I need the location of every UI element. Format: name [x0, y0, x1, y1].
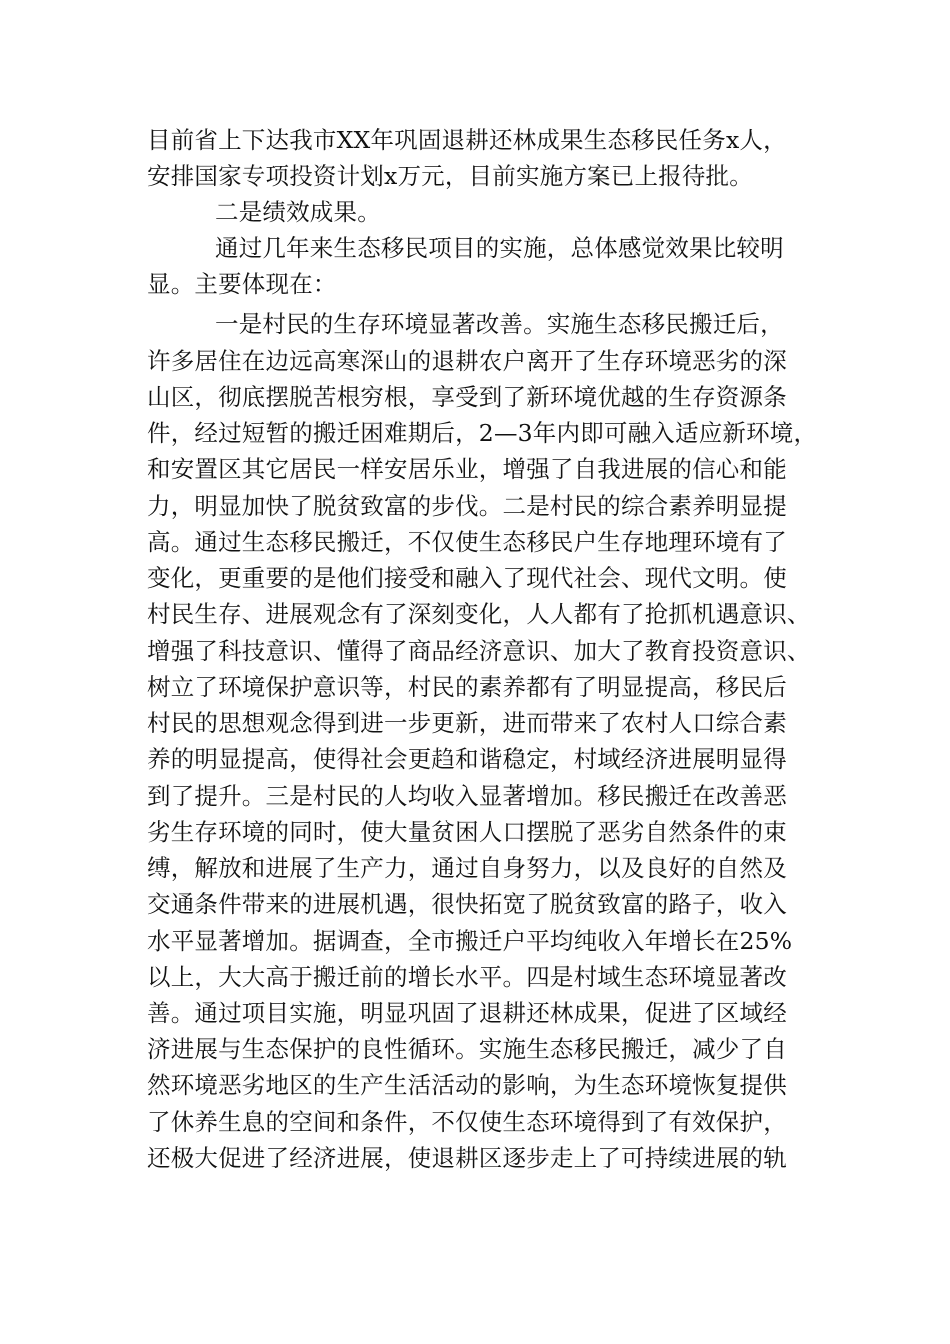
text-line: 件，经过短暂的搬迁困难期后，2—3年内即可融入适应新环境， [147, 419, 818, 447]
text-line: 到了提升。三是村民的人均收入显著增加。移民搬迁在改善恶 [147, 782, 787, 810]
text-line: 安排国家专项投资计划x万元，目前实施方案已上报待批。 [147, 162, 753, 190]
text-line: 缚，解放和进展了生产力，通过自身努力，以及良好的自然及 [147, 854, 787, 882]
text-line: 增强了科技意识、懂得了商品经济意识、加大了教育投资意识、 [147, 637, 811, 665]
text-line: 以上，大大高于搬迁前的增长水平。四是村域生态环境显著改 [147, 963, 787, 991]
text-line: 善。通过项目实施，明显巩固了退耕还林成果，促进了区域经 [147, 999, 787, 1027]
text-line: 然环境恶劣地区的生产生活活动的影响，为生态环境恢复提供 [147, 1071, 787, 1099]
text-line: 山区，彻底摆脱苦根穷根，享受到了新环境优越的生存资源条 [147, 383, 787, 411]
text-line: 还极大促进了经济进展，使退耕区逐步走上了可持续进展的轨 [147, 1144, 787, 1172]
text-line: 力，明显加快了脱贫致富的步伐。二是村民的综合素养明显提 [147, 492, 787, 520]
text-line: 树立了环境保护意识等，村民的素养都有了明显提高，移民后 [147, 673, 787, 701]
text-line: 变化，更重要的是他们接受和融入了现代社会、现代文明。使 [147, 564, 787, 592]
text-line: 通过几年来生态移民项目的实施，总体感觉效果比较明 [215, 234, 784, 262]
text-line: 目前省上下达我市XX年巩固退耕还林成果生态移民任务x人， [147, 126, 787, 154]
section-heading: 二是绩效成果。 [215, 198, 381, 226]
text-line: 济进展与生态保护的良性循环。实施生态移民搬迁，减少了自 [147, 1035, 787, 1063]
text-line: 和安置区其它居民一样安居乐业，增强了自我进展的信心和能 [147, 455, 787, 483]
text-line: 一是村民的生存环境显著改善。实施生态移民搬迁后， [215, 310, 784, 338]
text-line: 村民的思想观念得到进一步更新，进而带来了农村人口综合素 [147, 709, 787, 737]
text-line: 许多居住在边远高寒深山的退耕农户离开了生存环境恶劣的深 [147, 347, 787, 375]
text-line: 劣生存环境的同时，使大量贫困人口摆脱了恶劣自然条件的束 [147, 818, 787, 846]
text-line: 高。通过生态移民搬迁，不仅使生态移民户生存地理环境有了 [147, 528, 787, 556]
text-line: 养的明显提高，使得社会更趋和谐稳定，村域经济进展明显得 [147, 745, 787, 773]
text-line: 显。主要体现在： [147, 270, 337, 298]
text-line: 了休养生息的空间和条件，不仅使生态环境得到了有效保护， [147, 1108, 787, 1136]
text-line: 村民生存、进展观念有了深刻变化，人人都有了抢抓机遇意识、 [147, 600, 811, 628]
text-line: 交通条件带来的进展机遇，很快拓宽了脱贫致富的路子，收入 [147, 890, 787, 918]
text-line: 水平显著增加。据调查，全市搬迁户平均纯收入年增长在25% [147, 927, 793, 955]
